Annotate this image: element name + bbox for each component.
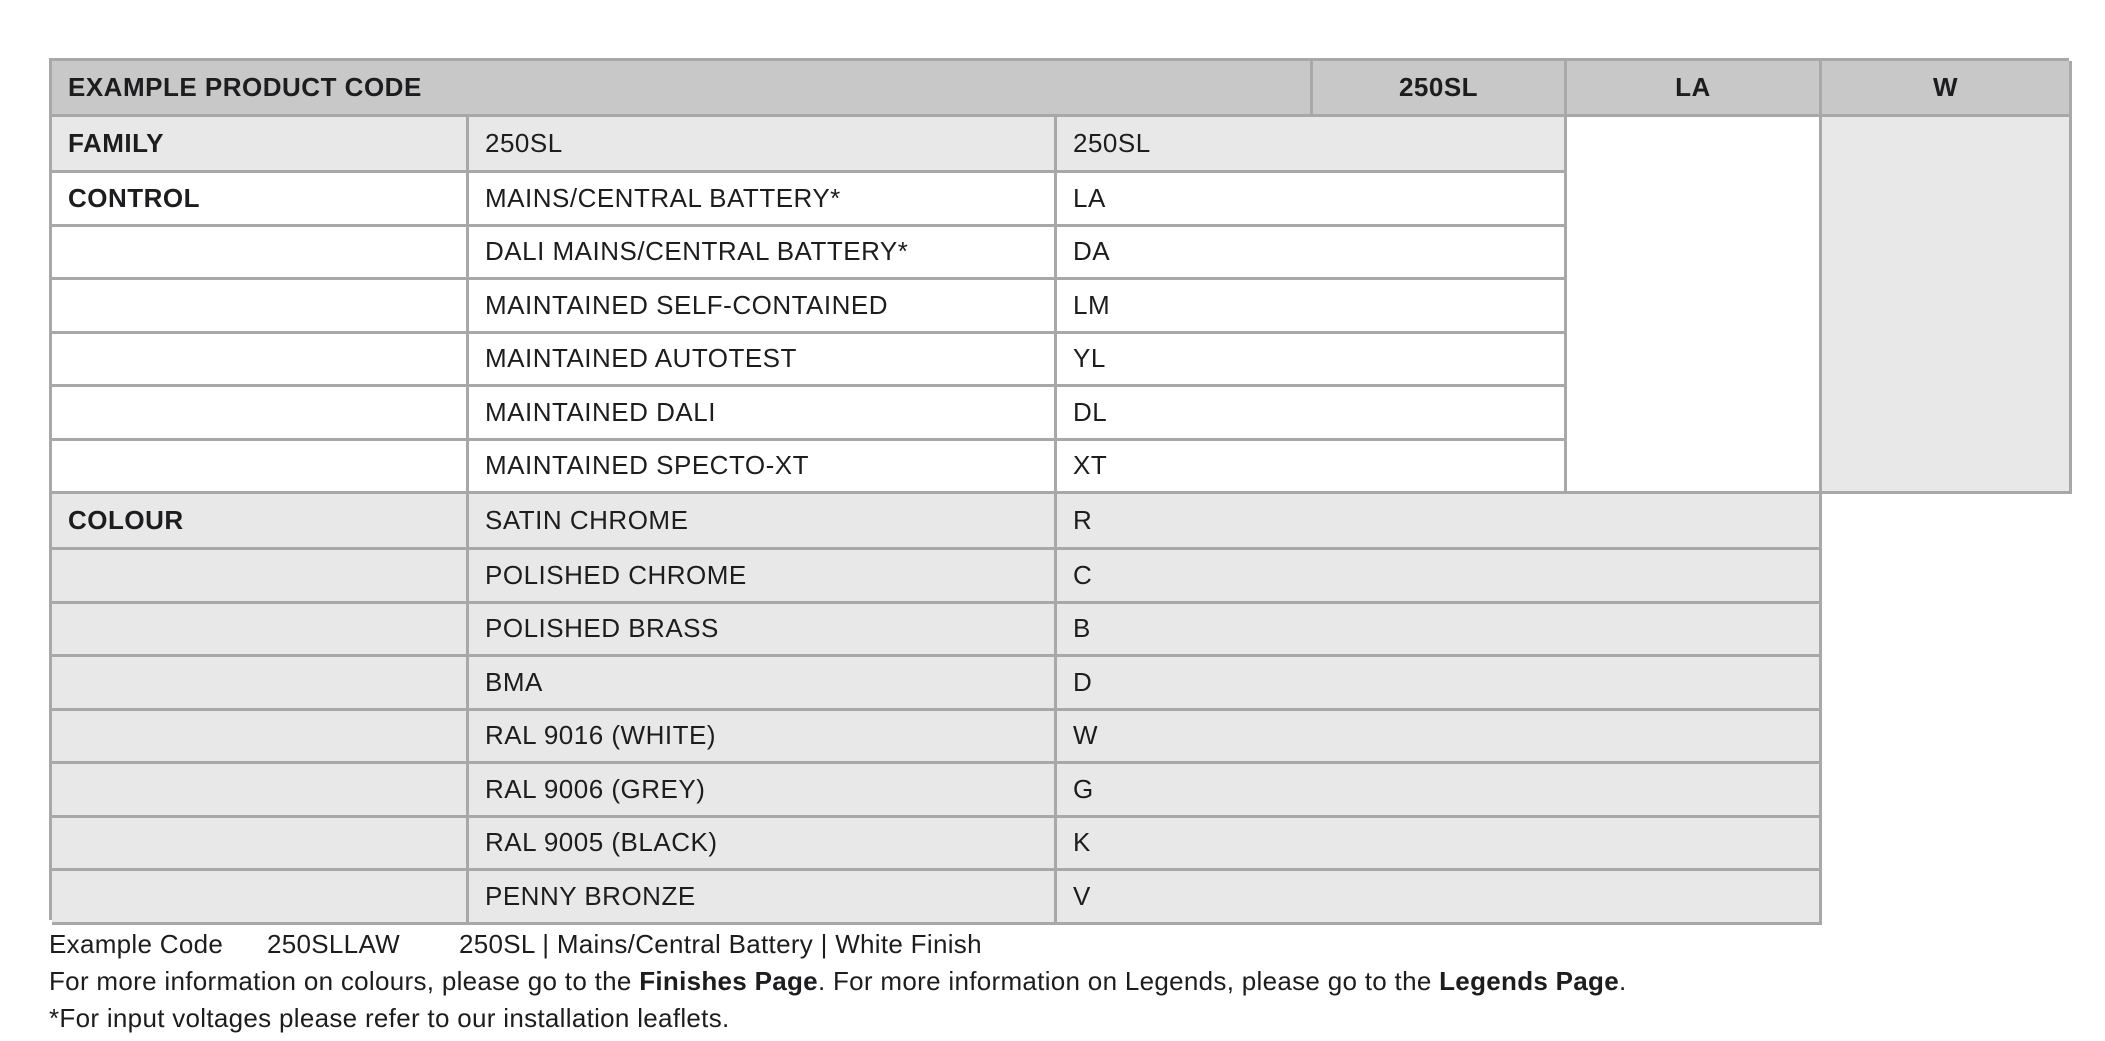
header-code-family: 250SL [1313, 61, 1567, 117]
colour-description: BMA [469, 657, 1057, 711]
info-suffix: . [1619, 966, 1627, 996]
control-column-spacer [1567, 117, 1822, 494]
control-description: MAINS/CENTRAL BATTERY* [469, 173, 1057, 227]
colour-code: V [1057, 871, 1822, 925]
control-label-blank [52, 334, 469, 388]
control-description: MAINTAINED SELF-CONTAINED [469, 280, 1057, 334]
header-code-colour: W [1822, 61, 2072, 117]
product-code-table [49, 58, 2069, 920]
colour-description: POLISHED BRASS [469, 604, 1057, 658]
colour-code: B [1057, 604, 1822, 658]
colour-label-blank [52, 871, 469, 925]
family-label: FAMILY [52, 117, 469, 173]
example-code-label: Example Code [49, 929, 224, 959]
colour-code: R [1057, 494, 1822, 550]
colour-column-spacer [1822, 117, 2072, 494]
control-description: MAINTAINED DALI [469, 387, 1057, 441]
control-code: YL [1057, 334, 1567, 388]
colour-code: W [1057, 711, 1822, 765]
table-title: EXAMPLE PRODUCT CODE [52, 61, 1313, 117]
colour-code: D [1057, 657, 1822, 711]
info-prefix: For more information on colours, please go to the [49, 966, 640, 996]
colour-label: COLOUR [52, 494, 469, 550]
control-label: CONTROL [52, 173, 469, 227]
example-code-description: 250SL | Mains/Central Battery | White Finish [459, 929, 982, 959]
control-code: XT [1057, 441, 1567, 495]
example-code-value: 250SLLAW [267, 929, 400, 959]
footnotes [49, 926, 2049, 1037]
finishes-page-link[interactable]: Finishes Page [639, 966, 818, 996]
control-label-blank [52, 280, 469, 334]
colour-label-blank [52, 657, 469, 711]
control-label-blank [52, 387, 469, 441]
control-label-blank [52, 441, 469, 495]
control-code: LM [1057, 280, 1567, 334]
colour-description: RAL 9006 (GREY) [469, 764, 1057, 818]
colour-label-blank [52, 764, 469, 818]
colour-code: C [1057, 550, 1822, 604]
colour-label-blank [52, 550, 469, 604]
legends-page-link[interactable]: Legends Page [1439, 966, 1619, 996]
control-code: DA [1057, 227, 1567, 281]
colour-code: G [1057, 764, 1822, 818]
more-info-line [49, 963, 2049, 1000]
colour-label-blank [52, 604, 469, 658]
header-code-control: LA [1567, 61, 1822, 117]
colour-description: POLISHED CHROME [469, 550, 1057, 604]
colour-label-blank [52, 818, 469, 872]
family-description: 250SL [469, 117, 1057, 173]
colour-description: PENNY BRONZE [469, 871, 1057, 925]
voltage-note: *For input voltages please refer to our installation leaflets. [49, 1003, 730, 1033]
control-description: MAINTAINED AUTOTEST [469, 334, 1057, 388]
info-middle: . For more information on Legends, please go to the [817, 966, 1440, 996]
control-description: DALI MAINS/CENTRAL BATTERY* [469, 227, 1057, 281]
colour-description: RAL 9016 (WHITE) [469, 711, 1057, 765]
family-code: 250SL [1057, 117, 1567, 173]
control-description: MAINTAINED SPECTO-XT [469, 441, 1057, 495]
colour-code: K [1057, 818, 1822, 872]
example-code-line [49, 926, 2049, 963]
control-label-blank [52, 227, 469, 281]
colour-description: RAL 9005 (BLACK) [469, 818, 1057, 872]
control-code: DL [1057, 387, 1567, 441]
control-code: LA [1057, 173, 1567, 227]
colour-description: SATIN CHROME [469, 494, 1057, 550]
colour-label-blank [52, 711, 469, 765]
